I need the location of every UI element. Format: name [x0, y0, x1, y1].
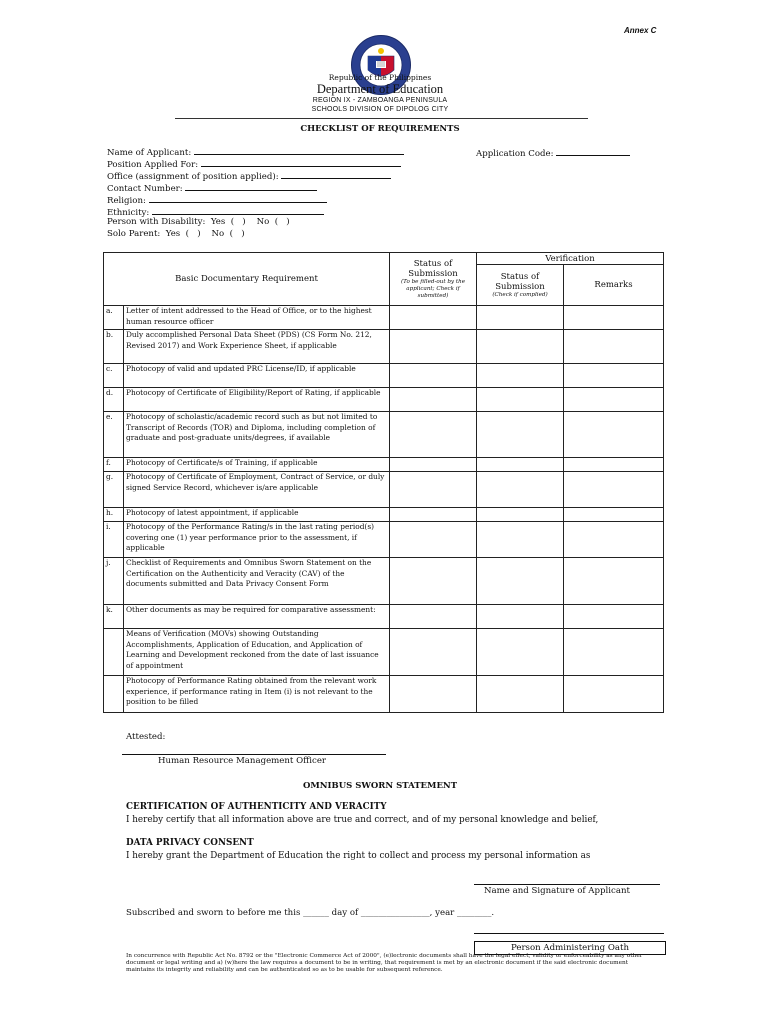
- row-letter: d.: [104, 388, 124, 412]
- row-requirement: Photocopy of Performance Rating obtained from the relevant work experience, if performance rating in Item (i) is not relevant to the position to be filled: [124, 676, 390, 713]
- row-letter: h.: [104, 508, 124, 522]
- table-row: [104, 522, 664, 558]
- requirements-table: [103, 252, 664, 713]
- row-letter: e.: [104, 412, 124, 458]
- verification-cell[interactable]: [477, 388, 564, 412]
- verification-cell[interactable]: [477, 558, 564, 605]
- row-requirement: Duly accomplished Personal Data Sheet (PDS) (CS Form No. 212, Revised 2017) and Work Experience Sheet, if applicable: [124, 330, 390, 364]
- verification-cell[interactable]: [477, 364, 564, 388]
- verification-cell[interactable]: [477, 605, 564, 629]
- table-row: [104, 458, 664, 472]
- verification-cell[interactable]: [477, 629, 564, 676]
- table-row: [104, 508, 664, 522]
- row-letter: f.: [104, 458, 124, 472]
- table-row: [104, 472, 664, 508]
- row-letter: j.: [104, 558, 124, 605]
- remarks-cell[interactable]: [564, 508, 664, 522]
- row-letter: i.: [104, 522, 124, 558]
- table-row: [104, 330, 664, 364]
- status-cell[interactable]: [390, 676, 477, 713]
- verification-cell[interactable]: [477, 522, 564, 558]
- remarks-cell[interactable]: [564, 629, 664, 676]
- header-v-status-label: Status of Submission: [495, 271, 545, 292]
- remarks-cell[interactable]: [564, 306, 664, 330]
- header-v-status-note: (Check if complied): [492, 291, 548, 298]
- row-letter: k.: [104, 605, 124, 629]
- verification-cell[interactable]: [477, 508, 564, 522]
- remarks-cell[interactable]: [564, 330, 664, 364]
- row-requirement: Photocopy of latest appointment, if applicable: [124, 508, 390, 522]
- annex-label: Annex C: [624, 26, 657, 35]
- hrmo-label: Human Resource Management Officer: [158, 756, 327, 766]
- status-cell[interactable]: [390, 458, 477, 472]
- header-status-note: (To be filled-out by the applicant; Check if submitted): [400, 278, 466, 299]
- administrator-label: Person Administering Oath: [474, 941, 666, 955]
- region-text: REGION IX - ZAMBOANGA PENINSULA: [312, 97, 448, 104]
- cav-title: CERTIFICATION OF AUTHENTICITY AND VERACITY: [126, 802, 387, 812]
- row-requirement: Photocopy of valid and updated PRC License/ID, if applicable: [124, 364, 390, 388]
- applicant-name-label: Name of Applicant:: [107, 148, 192, 158]
- table-row: [104, 306, 664, 330]
- verification-cell[interactable]: [477, 458, 564, 472]
- table-row: [104, 605, 664, 629]
- row-letter: c.: [104, 364, 124, 388]
- ethnicity-label: Ethnicity:: [107, 208, 150, 218]
- remarks-cell[interactable]: [564, 522, 664, 558]
- footnote: In concurrence with Republic Act No. 8792 or the "Electronic Commerce Act of 2000", (e)lectronic documents shall have the legal effect, validity or enforceability as any other document or legal writing and a) (w)here the law requires a document to be in writing, that requirement is met by an electronic document if the said electronic document maintains its integrity and reliability and can be authenticated so as to be usable for subsequent reference.: [126, 953, 643, 974]
- status-cell[interactable]: [390, 412, 477, 458]
- republic-text: Republic of the Philippines: [328, 73, 432, 82]
- table-row: [104, 629, 664, 676]
- status-cell[interactable]: [390, 508, 477, 522]
- status-cell[interactable]: [390, 388, 477, 412]
- table-row: [104, 388, 664, 412]
- applicant-signature-label: Name and Signature of Applicant: [484, 886, 630, 896]
- row-letter: [104, 676, 124, 713]
- privacy-title: DATA PRIVACY CONSENT: [126, 838, 254, 848]
- remarks-cell[interactable]: [564, 412, 664, 458]
- row-requirement: Photocopy of Certificate/s of Training, if applicable: [124, 458, 390, 472]
- table-row: [104, 558, 664, 605]
- attested-label: Attested:: [126, 732, 166, 742]
- application-code-field[interactable]: [476, 147, 630, 159]
- row-requirement: Photocopy of Certificate of Eligibility/Report of Rating, if applicable: [124, 388, 390, 412]
- row-requirement: Photocopy of Certificate of Employment, Contract of Service, or duly signed Service Record, whichever is/are applicable: [124, 472, 390, 508]
- verification-cell[interactable]: [477, 412, 564, 458]
- verification-cell[interactable]: [477, 306, 564, 330]
- status-cell[interactable]: [390, 605, 477, 629]
- header-status-label: Status of Submission: [408, 258, 458, 279]
- row-requirement: Other documents as may be required for comparative assessment:: [124, 605, 390, 629]
- header-v-status: [477, 265, 564, 306]
- row-requirement: Letter of intent addressed to the Head of Office, or to the highest human resource officer: [124, 306, 390, 330]
- status-cell[interactable]: [390, 364, 477, 388]
- remarks-cell[interactable]: [564, 558, 664, 605]
- religion-label: Religion:: [107, 196, 146, 206]
- remarks-cell[interactable]: [564, 364, 664, 388]
- header-requirement: Basic Documentary Requirement: [104, 253, 390, 306]
- remarks-cell[interactable]: [564, 676, 664, 713]
- row-letter: [104, 629, 124, 676]
- applicant-signature-line[interactable]: [474, 884, 660, 885]
- contact-label: Contact Number:: [107, 184, 183, 194]
- administrator-signature-line[interactable]: [474, 933, 664, 934]
- status-cell[interactable]: [390, 472, 477, 508]
- hrmo-signature-line[interactable]: [122, 754, 386, 755]
- privacy-text: I hereby grant the Department of Education the right to collect and process my personal information as: [126, 851, 591, 861]
- page-title: CHECKLIST OF REQUIREMENTS: [300, 124, 460, 134]
- status-cell[interactable]: [390, 306, 477, 330]
- header-verification: Verification: [477, 253, 664, 265]
- status-cell[interactable]: [390, 558, 477, 605]
- verification-cell[interactable]: [477, 472, 564, 508]
- table-row: [104, 364, 664, 388]
- remarks-cell[interactable]: [564, 605, 664, 629]
- row-requirement: Photocopy of the Performance Rating/s in the last rating period(s) covering one (1) year performance prior to the assessment, if applicable: [124, 522, 390, 558]
- application-code-label: Application Code:: [476, 149, 554, 159]
- header-remarks: Remarks: [564, 265, 664, 306]
- division-text: SCHOOLS DIVISION OF DIPOLOG CITY: [311, 106, 449, 113]
- remarks-cell[interactable]: [564, 458, 664, 472]
- status-cell[interactable]: [390, 522, 477, 558]
- disability-field[interactable]: Person with Disability: Yes ( ) No ( ): [107, 217, 290, 227]
- solo-parent-field[interactable]: Solo Parent: Yes ( ) No ( ): [107, 229, 245, 239]
- remarks-cell[interactable]: [564, 388, 664, 412]
- table-row: [104, 676, 664, 713]
- verification-cell[interactable]: [477, 676, 564, 713]
- row-letter: b.: [104, 330, 124, 364]
- sworn-statement: Subscribed and sworn to before me this ______ day of ________________, year ________.: [126, 908, 495, 918]
- status-cell[interactable]: [390, 330, 477, 364]
- header-divider: [175, 118, 588, 119]
- remarks-cell[interactable]: [564, 472, 664, 508]
- row-letter: g.: [104, 472, 124, 508]
- table-row: [104, 412, 664, 458]
- omnibus-title: OMNIBUS SWORN STATEMENT: [302, 781, 458, 791]
- row-requirement: Means of Verification (MOVs) showing Outstanding Accomplishments, Application of Education, and Application of Learning and Development reckoned from the date of last issuance of appointment: [124, 629, 390, 676]
- department-title: Department of Education: [316, 82, 444, 96]
- verification-cell[interactable]: [477, 330, 564, 364]
- row-requirement: Photocopy of scholastic/academic record such as but not limited to Transcript of Records (TOR) and Diploma, including completion of graduate and post-graduate units/degrees, if available: [124, 412, 390, 458]
- row-requirement: Checklist of Requirements and Omnibus Sworn Statement on the Certification on the Authenticity and Veracity (CAV) of the documents submitted and Data Privacy Consent Form: [124, 558, 390, 605]
- office-label: Office (assignment of position applied):: [107, 172, 279, 182]
- header-status: [390, 253, 477, 306]
- row-letter: a.: [104, 306, 124, 330]
- cav-text: I hereby certify that all information above are true and correct, and of my personal knowledge and belief,: [126, 815, 599, 825]
- status-cell[interactable]: [390, 629, 477, 676]
- position-label: Position Applied For:: [107, 160, 199, 170]
